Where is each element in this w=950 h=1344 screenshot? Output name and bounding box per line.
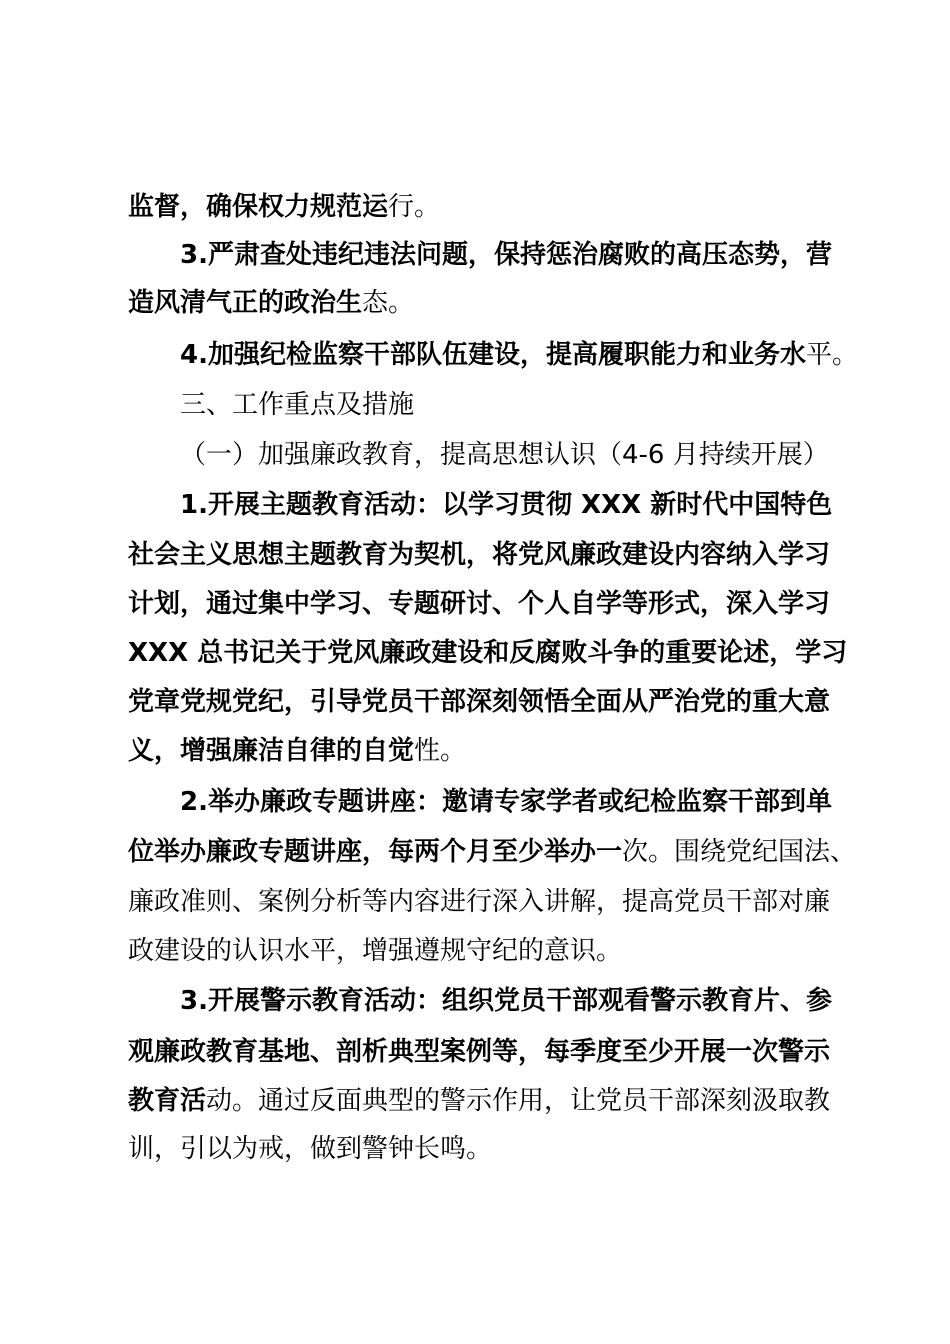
text-line: [180, 330, 858, 380]
text-line: [180, 480, 838, 530]
normal-text: 性。: [414, 736, 467, 766]
bold-text: 3.严肃查处违纪违法问题，保持惩治腐败的高压态势，营: [180, 240, 832, 270]
normal-text: 廉政准则、案例分析等内容进行深入讲解，提高党员干部对廉: [128, 887, 831, 917]
bold-text: 1.开展主题教育活动：以学习贯彻 XXX 新时代中国特色: [180, 490, 833, 520]
bold-text: 造风清气正的政治生: [128, 288, 363, 318]
text-line: [128, 726, 838, 776]
text-line: [128, 1076, 838, 1126]
bold-text: 4.加强纪检监察干部队伍建设，提高履职能力和业务水: [180, 340, 806, 370]
text-line: [128, 182, 838, 232]
text-line: [128, 278, 838, 328]
bold-text: 监督，确保权力规范运: [128, 192, 389, 222]
bold-text: 2.举办廉政专题讲座：邀请专家学者或纪检监察干部到单: [180, 787, 832, 817]
normal-text: 态。: [362, 288, 415, 318]
subsection-heading: [180, 430, 838, 480]
normal-text: 三、工作重点及措施: [180, 390, 415, 420]
normal-text: 次。围绕党纪国法、: [622, 837, 857, 867]
text-line: [128, 677, 838, 727]
text-line: [128, 877, 838, 927]
bold-text: 社会主义思想主题教育为契机，将党风廉政建设内容纳入学习: [128, 540, 831, 570]
text-line: [128, 827, 857, 877]
text-line: [180, 230, 838, 280]
normal-text: 政建设的认识水平，增强遵规守纪的意识。: [128, 936, 623, 966]
text-line: [180, 777, 838, 827]
normal-text: 动。通过反面典型的警示作用，让党员干部深刻汲取教: [206, 1086, 831, 1116]
text-line: [128, 530, 838, 580]
text-line: [128, 1124, 838, 1174]
bold-text: 位举办廉政专题讲座，每两个月至少举办一: [128, 837, 623, 867]
text-line: [128, 579, 838, 629]
bold-text: 3.开展警示教育活动：组织党员干部观看警示教育片、参: [180, 986, 832, 1016]
text-line: [128, 926, 838, 976]
normal-text: （一）加强廉政教育，提高思想认识（4-6 月持续开展）: [180, 440, 829, 470]
bold-text: 观廉政教育基地、剖析典型案例等，每季度至少开展一次警示: [128, 1037, 831, 1067]
bold-text: 教育活: [128, 1086, 207, 1116]
normal-text: 训，引以为戒，做到警钟长鸣。: [128, 1134, 493, 1164]
text-line: [128, 1027, 838, 1077]
normal-text: 平。: [805, 340, 858, 370]
section-heading: [180, 380, 838, 430]
text-line: [128, 628, 848, 678]
text-line: [180, 976, 838, 1026]
bold-text: 义，增强廉洁自律的自觉: [128, 736, 415, 766]
bold-text: 计划，通过集中学习、专题研讨、个人自学等形式，深入学习: [128, 589, 831, 619]
bold-text: XXX 总书记关于党风廉政建设和反腐败斗争的重要论述，学习: [128, 638, 848, 668]
normal-text: 行。: [388, 192, 441, 222]
bold-text: 党章党规党纪，引导党员干部深刻领悟全面从严治党的重大意: [128, 687, 831, 717]
